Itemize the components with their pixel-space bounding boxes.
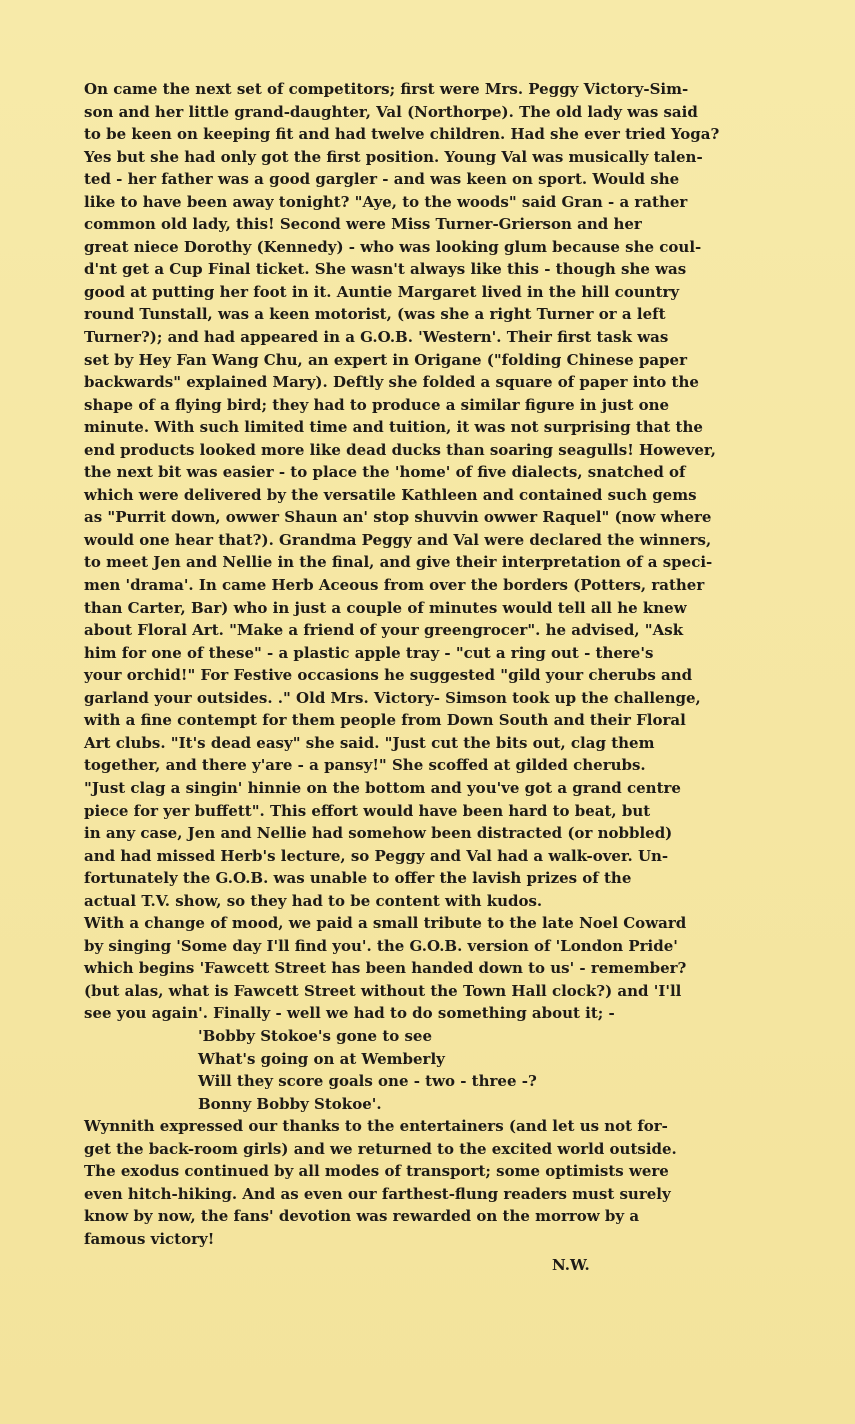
verse-line: Will they score goals one - two - three -? [198, 1072, 537, 1091]
text-line: and had missed Herb's lecture, so Peggy and Val had a walk-over. Un- [84, 846, 669, 865]
text-line: backwards" explained Mary). Deftly she folded a square of paper into the [84, 373, 699, 392]
text-line: men 'drama'. In came Herb Aceous from over the borders (Potters, rather [84, 576, 705, 595]
text-line: piece for yer buffett". This effort would have been hard to beat, but [84, 801, 651, 820]
text-line: as "Purrit down, owwer Shaun an' stop shuvvin owwer Raquel" (now where [84, 508, 712, 527]
text-line: by singing 'Some day I'll find you'. the G.O.B. version of 'London Pride' [84, 936, 678, 955]
text-line: see you again'. Finally - well we had to do something about it; - [84, 1004, 615, 1023]
verse-line: What's going on at Wemberly [198, 1049, 445, 1068]
text-line: him for one of these" - a plastic apple tray - "cut a ring out - there's [84, 643, 654, 662]
text-line: minute. With such limited time and tuition, it was not surprising that the [84, 418, 703, 437]
text-line: common old lady, this! Second were Miss Turner-Grierson and her [84, 215, 642, 234]
text-line: Turner?); and had appeared in a G.O.B. 'Western'. Their first task was [84, 328, 669, 347]
text-line: On came the next set of competitors; first were Mrs. Peggy Victory-Sim- [84, 80, 689, 98]
text-line: set by Hey Fan Wang Chu, an expert in Origane ("folding Chinese paper [84, 350, 687, 369]
text-line: actual T.V. show, so they had to be content with kudos. [84, 891, 543, 910]
text-line: son and her little grand-daughter, Val (Northorpe). The old lady was said [84, 102, 698, 121]
text-line: d'nt get a Cup Final ticket. She wasn't always like this - though she was [84, 260, 687, 279]
text-line: The exodus continued by all modes of transport; some optimists were [84, 1162, 669, 1181]
text-line: good at putting her foot in it. Auntie Margaret lived in the hill country [84, 282, 680, 301]
text-line: get the back-room girls) and we returned to the excited world outside. [84, 1139, 677, 1158]
verse-line: 'Bobby Stokoe's gone to see [198, 1026, 433, 1045]
text-line: round Tunstall, was a keen motorist, (was she a right Turner or a left [84, 305, 666, 324]
text-line: together, and there y'are - a pansy!" She scoffed at gilded cherubs. [84, 756, 646, 775]
text-line: like to have been away tonight? "Aye, to the woods" said Gran - a rather [84, 192, 688, 211]
text-line: which begins 'Fawcett Street has been handed down to us' - remember? [84, 959, 687, 978]
text-line: Art clubs. "It's dead easy" she said. "Just cut the bits out, clag them [84, 733, 655, 752]
text-line: "Just clag a singin' hinnie on the bottom and you've got a grand centre [84, 778, 681, 797]
text-line: shape of a flying bird; they had to produce a similar figure in just one [84, 395, 670, 414]
text-line: even hitch-hiking. And as even our farthest-flung readers must surely [84, 1184, 671, 1203]
text-line: garland your outsides. ." Old Mrs. Victory- Simson took up the challenge, [84, 688, 701, 707]
text-line: great niece Dorothy (Kennedy) - who was looking glum because she coul- [84, 237, 702, 256]
text-line: in any case, Jen and Nellie had somehow been distracted (or nobbled) [84, 824, 673, 843]
text-line: your orchid!" For Festive occasions he suggested "gild your cherubs and [84, 666, 693, 685]
text-line: (but alas, what is Fawcett Street without the Town Hall clock?) and 'I'll [84, 981, 682, 1000]
text-line: than Carter, Bar) who in just a couple of minutes would tell all he knew [84, 598, 687, 617]
text-line: know by now, the fans' devotion was rewarded on the morrow by a [84, 1207, 640, 1226]
verse-line: Bonny Bobby Stokoe'. [198, 1094, 382, 1113]
text-line: fortunately the G.O.B. was unable to offer the lavish prizes of the [84, 869, 632, 888]
text-line: to be keen on keeping fit and had twelve children. Had she ever tried Yoga? [84, 125, 720, 144]
text-line: would one hear that?). Grandma Peggy and Val were declared the winners, [84, 530, 712, 549]
text-line: ted - her father was a good gargler - and was keen on sport. Would she [84, 170, 680, 189]
text-line: Yes but she had only got the first position. Young Val was musically talen- [84, 147, 703, 166]
article-text [84, 78, 804, 1277]
text-line: famous victory! [84, 1229, 215, 1248]
text-line: to meet Jen and Nellie in the final, and give their interpretation of a speci- [84, 553, 713, 572]
text-line: about Floral Art. "Make a friend of your greengrocer". he advised, "Ask [84, 621, 684, 640]
text-line: end products looked more like dead ducks than soaring seagulls! However, [84, 440, 716, 459]
text-line: with a fine contempt for them people from Down South and their Floral [84, 711, 686, 730]
text-line: the next bit was easier - to place the 'home' of five dialects, snatched of [84, 463, 686, 482]
text-line: Wynnith expressed our thanks to the entertainers (and let us not for- [84, 1117, 668, 1136]
text-line: With a change of mood, we paid a small tribute to the late Noel Coward [84, 914, 687, 933]
author-signature: N.W. [552, 1256, 590, 1275]
text-line: which were delivered by the versatile Kathleen and contained such gems [84, 485, 697, 504]
